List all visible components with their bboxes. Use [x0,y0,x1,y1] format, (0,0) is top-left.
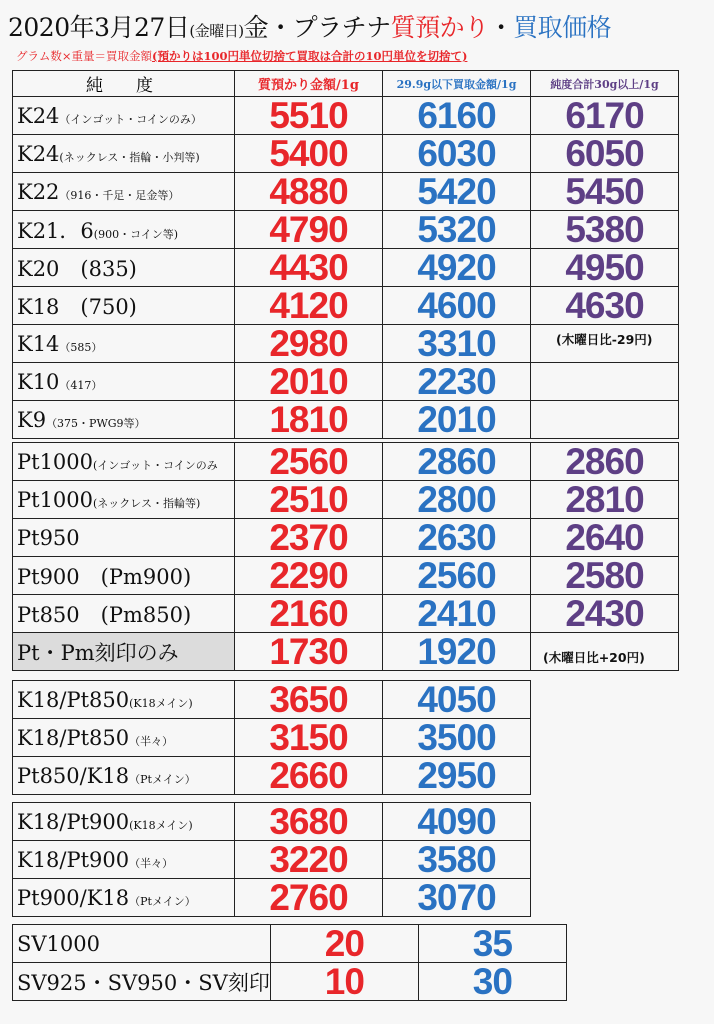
bulk-price: 2430 [531,595,679,633]
purity-name: Pt900/K18 [17,885,130,910]
purity-label [13,879,235,917]
purity-label [13,211,235,249]
buy-price: 3310 [383,325,531,363]
buy-price: 5420 [383,173,531,211]
formula-text: グラム数×重量＝買取金額 [16,49,153,63]
buy-price: 35 [418,925,566,963]
platinum-compare-note: (木曜日比+20円) [543,650,645,665]
purity-label [13,363,235,401]
purity-note: （インゴット・コインのみ） [59,112,202,126]
table-row [13,287,679,325]
purity-note: （半々） [129,856,174,870]
buy-price: 6030 [383,135,531,173]
title-date: 2020年3月27日 [8,13,190,42]
empty-cell [531,401,679,439]
purity-label [13,135,235,173]
buy-price: 2010 [383,401,531,439]
buy-price: 1920 [383,633,531,671]
bulk-price: 2640 [531,519,679,557]
bulk-price: 6050 [531,135,679,173]
table-row [13,363,679,401]
table-row [13,879,531,917]
table-row [13,557,679,595]
purity-note: （Ptメイン） [129,772,196,786]
rounding-note: (預かりは100円単位切捨て買取は合計の10円単位を切捨て) [152,49,468,63]
purity-label [13,481,235,519]
pawn-price: 2660 [235,757,383,795]
purity-label [13,97,235,135]
title-buy: 買取価格 [513,13,612,42]
table-row [13,719,531,757]
title-pawn: 質預かり [390,13,489,42]
buy-price: 2230 [383,363,531,401]
purity-note: （585） [59,340,103,354]
purity-note: (900・コイン等) [93,227,179,241]
purity-name: Pt900 (Pm900) [17,564,192,589]
buy-price: 5320 [383,211,531,249]
header-row [13,71,679,97]
pawn-price: 2160 [235,595,383,633]
purity-label [13,963,271,1001]
purity-label [13,557,235,595]
bulk-price: 5380 [531,211,679,249]
purity-name: K10 [17,369,60,394]
header-purity: 純 度 [13,71,235,97]
table-row [13,803,531,841]
purity-note: （417） [59,378,103,392]
buy-price: 3070 [383,879,531,917]
page-title [8,10,708,46]
purity-name: Pt950 [17,525,80,550]
table-row [13,97,679,135]
buy-price: 2560 [383,557,531,595]
purity-name: K18 (750) [17,294,137,319]
pawn-price: 2760 [235,879,383,917]
table-row [13,401,679,439]
purity-note: （916・千足・足金等） [59,188,180,202]
combo850-table [12,680,531,795]
purity-name: K14 [17,331,60,356]
bulk-price: 2580 [531,557,679,595]
pawn-price: 3680 [235,803,383,841]
purity-label [13,719,235,757]
table-row [13,757,531,795]
title-weekday: (金曜日) [189,22,244,40]
purity-note: (K18メイン) [129,818,193,832]
purity-name: K18/Pt900 [17,847,130,872]
platinum-table [12,442,679,671]
table-row [13,519,679,557]
purity-label [13,519,235,557]
purity-label [13,681,235,719]
title-separator: ・ [488,13,514,42]
purity-label [13,287,235,325]
pawn-price: 5400 [235,135,383,173]
buy-price: 2950 [383,757,531,795]
table-row [13,249,679,287]
purity-name: K20 (835) [17,256,137,281]
header-pawn: 質預かり金額/1g [235,71,383,97]
buy-price: 4600 [383,287,531,325]
pawn-price: 2290 [235,557,383,595]
purity-note: (ネックレス・指輪等) [93,496,201,510]
pawn-price: 5510 [235,97,383,135]
buy-price: 4050 [383,681,531,719]
purity-name: K24 [17,103,60,128]
purity-label [13,401,235,439]
purity-label [13,841,235,879]
purity-label [13,249,235,287]
bulk-price: 4950 [531,249,679,287]
purity-label [13,595,235,633]
formula-note [16,47,467,65]
gold-compare-note: (木曜日比-29円) [556,332,653,347]
pawn-price: 10 [270,963,418,1001]
silver-table [12,924,567,1001]
pawn-price: 2980 [235,325,383,363]
purity-name: K18/Pt850 [17,725,130,750]
buy-price: 4090 [383,803,531,841]
purity-note: （375・PWG9等） [46,416,146,430]
pawn-price: 2510 [235,481,383,519]
pawn-price: 3220 [235,841,383,879]
purity-label [13,633,235,671]
pawn-price: 20 [270,925,418,963]
buy-price: 3580 [383,841,531,879]
header-buy: 29.9g以下買取金額/1g [383,71,531,97]
buy-price: 2410 [383,595,531,633]
purity-label [13,325,235,363]
table-row [13,135,679,173]
header-bulk: 純度合計30g以上/1g [531,71,679,97]
purity-note: （Ptメイン） [129,894,196,908]
purity-label [13,173,235,211]
pawn-price: 4880 [235,173,383,211]
pawn-price: 1810 [235,401,383,439]
title-metals: 金・プラチナ [243,13,391,42]
purity-name: K18/Pt900 [17,809,130,834]
purity-note: (ネックレス・指輪・小判等) [59,150,200,164]
purity-note: (インゴット・コインのみ [93,458,218,472]
purity-name: K22 [17,179,60,204]
purity-name: K21．6 [17,218,94,243]
buy-price: 2630 [383,519,531,557]
buy-price: 3500 [383,719,531,757]
pawn-price: 4790 [235,211,383,249]
table-row [13,211,679,249]
purity-name: Pt・Pm刻印のみ [17,640,179,665]
table-row [13,481,679,519]
purity-name: Pt1000 [17,487,94,512]
pawn-price: 1730 [235,633,383,671]
pawn-price: 2010 [235,363,383,401]
purity-label [13,443,235,481]
gold-table [12,70,679,439]
buy-price: 4920 [383,249,531,287]
purity-name: SV925・SV950・SV刻印 [17,970,270,995]
buy-price: 2800 [383,481,531,519]
buy-price: 2860 [383,443,531,481]
purity-label [13,925,271,963]
buy-price: 6160 [383,97,531,135]
bulk-price: 2810 [531,481,679,519]
purity-name: Pt1000 [17,449,94,474]
purity-note: (K18メイン) [129,696,193,710]
pawn-price: 2560 [235,443,383,481]
purity-name: Pt850/K18 [17,763,130,788]
purity-label [13,757,235,795]
pawn-price: 3650 [235,681,383,719]
pawn-price: 2370 [235,519,383,557]
purity-name: K24 [17,141,60,166]
purity-name: Pt850 (Pm850) [17,602,192,627]
bulk-price: 5450 [531,173,679,211]
bulk-price: 4630 [531,287,679,325]
purity-name: K9 [17,407,47,432]
table-row [13,841,531,879]
pawn-price: 4120 [235,287,383,325]
purity-name: K18/Pt850 [17,687,130,712]
table-row [13,963,567,1001]
purity-label [13,803,235,841]
purity-name: SV1000 [17,931,100,956]
table-row [13,443,679,481]
bulk-price: 2860 [531,443,679,481]
purity-note: （半々） [129,734,174,748]
table-row [13,925,567,963]
pawn-price: 4430 [235,249,383,287]
table-row [13,681,531,719]
buy-price: 30 [418,963,566,1001]
empty-cell [531,363,679,401]
pawn-price: 3150 [235,719,383,757]
table-row [13,595,679,633]
combo900-table [12,802,531,917]
bulk-price: 6170 [531,97,679,135]
table-row [13,173,679,211]
